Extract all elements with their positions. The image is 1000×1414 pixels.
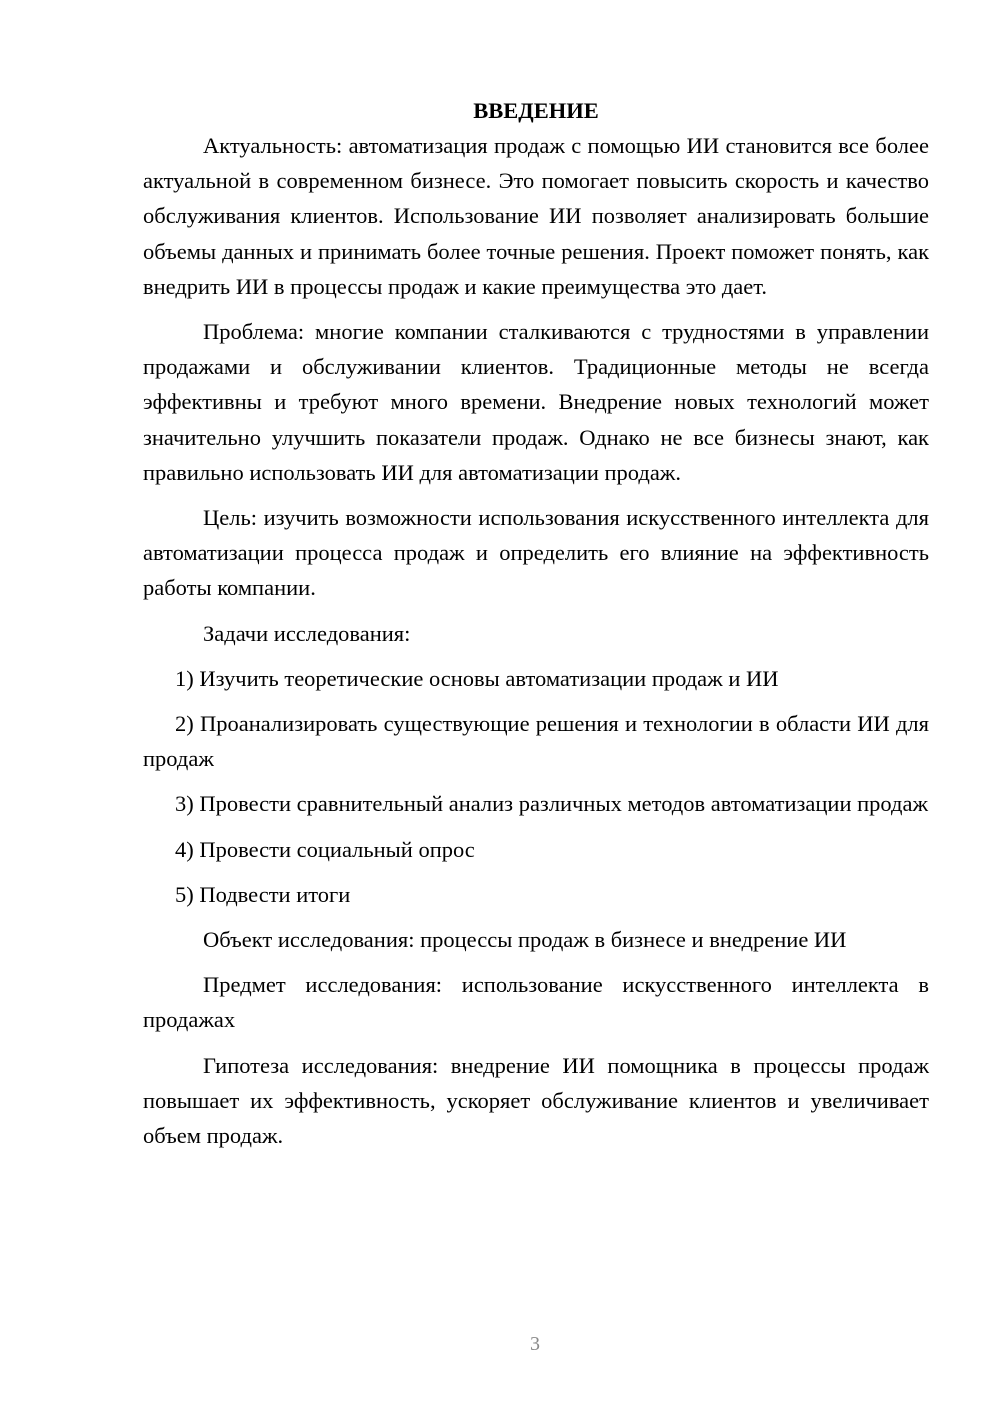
section-title: ВВЕДЕНИЕ: [473, 98, 599, 123]
document-page: [143, 96, 929, 1163]
tasks-heading: Задачи исследования:: [203, 620, 411, 646]
task-item: 2) Проанализировать существующие решения и технологии в области ИИ для продаж: [143, 711, 929, 772]
goal-paragraph: Цель: изучить возможности использования искусственного интеллекта для автоматизации процесса продаж и определить его влияние на эффективность работы компании.: [143, 505, 929, 601]
task-item: 1) Изучить теоретические основы автоматизации продаж и ИИ: [175, 665, 779, 691]
subject-paragraph: Предмет исследования: использование искусственного интеллекта в продажах: [143, 972, 929, 1033]
page-number: 3: [530, 1333, 540, 1355]
task-item: 4) Провести социальный опрос: [175, 836, 475, 862]
task-item: 3) Провести сравнительный анализ различных методов автоматизации продаж: [175, 791, 929, 817]
hypothesis-paragraph: Гипотеза исследования: внедрение ИИ помощника в процессы продаж повышает их эффективность, ускоряет обслуживание клиентов и увеличивает объем продаж.: [143, 1052, 929, 1149]
problem-paragraph: Проблема: многие компании сталкиваются с трудностями в управлении продажами и обслуживании клиентов. Традиционные методы не всегда эффективны и требуют много времени. Внедрение новых технологий может значительно улучшить показатели продаж. Однако не все бизнесы знают, как правильно использовать ИИ для автоматизации продаж.: [143, 319, 929, 485]
relevance-paragraph: Актуальность: автоматизация продаж с помощью ИИ становится все более актуальной в современном бизнесе. Это помогает повысить скорость и качество обслуживания клиентов. Использование ИИ позволяет анализировать большие объемы данных и принимать более точные решения. Проект поможет понять, как внедрить ИИ в процессы продаж и какие преимущества это дает.: [143, 133, 929, 299]
task-item: 5) Подвести итоги: [175, 881, 351, 907]
object-paragraph: Объект исследования: процессы продаж в бизнесе и внедрение ИИ: [203, 927, 847, 953]
